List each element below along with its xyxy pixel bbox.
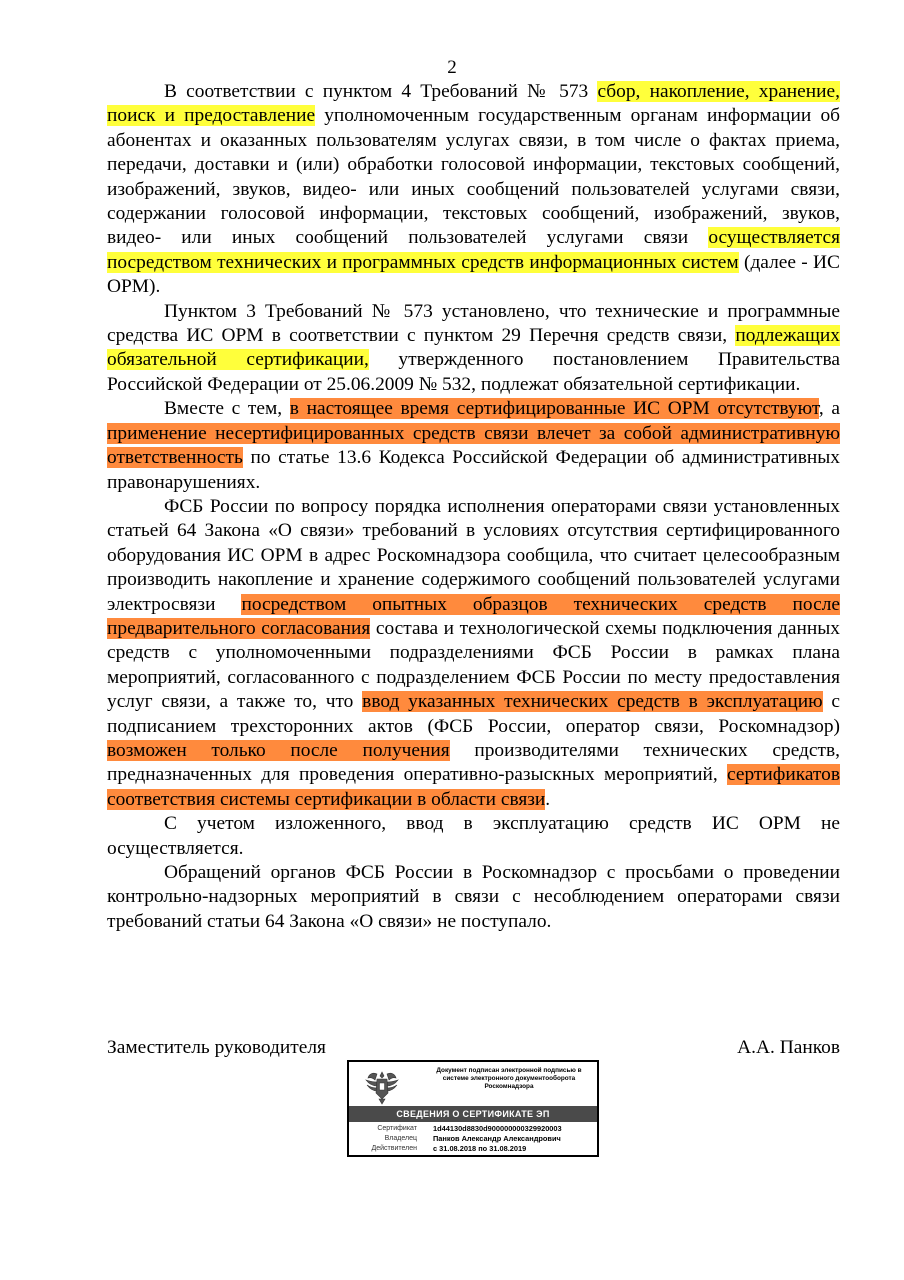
highlighted-text-orange: посредством опытных образцов технических средств после предварительного согласования: [107, 593, 840, 639]
highlighted-text-orange: возможен только после получения: [107, 739, 450, 761]
validity-row: [349, 1144, 597, 1154]
highlighted-text-yellow: сбор, накопление, хранение, поиск и предоставление: [107, 81, 840, 127]
stamp-header: СВЕДЕНИЯ О СЕРТИФИКАТЕ ЭП: [349, 1106, 597, 1122]
highlighted-text-orange: ввод указанных технических средств в эксплуатацию: [362, 691, 823, 713]
highlighted-text-yellow: подлежащих обязательной сертификации,: [107, 325, 840, 371]
paragraph: [107, 495, 840, 812]
text-run: , а: [818, 398, 840, 420]
owner-label: Владелец: [384, 1135, 417, 1142]
text-run: Вместе с тем,: [164, 398, 290, 420]
text-run: ФСБ России по вопросу порядка исполнения операторами связи установленных статьей 64 Закона «О связи» требований в условиях отсутствия сертифицированного оборудования ИС ОРМ в адрес Роскомнадзора сообщила, что считает целесообразным производить накопление и хранение содержимого сообщений пользователей услугами электросвязи: [107, 495, 840, 615]
certificate-label: Сертификат: [377, 1125, 417, 1132]
text-run: производителями технических средств, предназначенных для проведения оперативно-разыскных мероприятий,: [107, 739, 840, 786]
text-run: В соответствии с пунктом 4 Требований № 573: [164, 81, 598, 102]
text-run: с подписанием трехсторонних актов (ФСБ России, оператор связи, Роскомнадзор): [107, 691, 840, 737]
highlighted-text-yellow: осуществляется посредством технических и программных средств информационных систем: [107, 227, 840, 273]
text-run: С учетом изложенного, ввод в эксплуатацию средств ИС ОРМ не осуществляется.: [107, 813, 840, 859]
double-headed-eagle-icon: [363, 1066, 401, 1106]
text-run: .: [545, 788, 551, 810]
text-run: Пунктом 3 Требований № 573 установлено, что технические и программные средства ИС ОРМ в соответствии с пунктом 29 Перечня средств связи,: [107, 300, 840, 347]
highlighted-text-orange: в настоящее время сертифицированные ИС ОРМ отсутствуют: [289, 398, 819, 420]
signatory-name: А.А. Панков: [737, 1037, 840, 1058]
page-number: 2: [447, 57, 457, 78]
letter-body: [107, 80, 840, 934]
certificate-value: 1d44130d8830d900000000329920003: [433, 1124, 562, 1133]
highlighted-text-orange: применение несертифицированных средств связи влечет за собой административную ответственность: [107, 422, 840, 469]
paragraph: [107, 80, 840, 300]
highlighted-text-orange: сертификатов соответствия системы сертификации в области связи: [107, 764, 840, 810]
owner-row: [349, 1134, 597, 1144]
text-run: (далее - ИС ОРМ).: [107, 251, 840, 298]
certificate-row: [349, 1124, 597, 1134]
stamp-note: Документ подписан электронной подписью в системе электронного документооборота Роскомнадзора: [436, 1067, 582, 1090]
validity-value: с 31.08.2018 по 31.08.2019: [433, 1144, 527, 1153]
text-run: состава и технологической схемы подключения данных средств с уполномоченными подразделениями ФСБ России в рамках плана мероприятий, согласованного с подразделением ФСБ России по месту предоставления услуг связи, а также то, что: [107, 617, 840, 713]
certificate-details: [349, 1124, 597, 1154]
paragraph: [107, 812, 840, 861]
text-run: по статье 13.6 Кодекса Российской Федерации об административных правонарушениях.: [107, 447, 840, 493]
electronic-signature-stamp: [347, 1060, 599, 1157]
paragraph: [107, 300, 840, 398]
validity-label: Действителен: [371, 1145, 417, 1152]
paragraph: [107, 397, 840, 495]
text-run: утвержденного постановлением Правительства Российской Федерации от 25.06.2009 № 532, подлежат обязательной сертификации.: [107, 349, 840, 395]
text-run: уполномоченным государственным органам информации об абонентах и оказанных пользователям услугах связи, в том числе о фактах приема, передачи, доставки и (или) обработки голосовой информации, текстовых сообщений, изображений, звуков, видео- или иных сообщений пользователей услугами связи, содержании голосовой информации, текстовых сообщений, изображений, звуков, видео- или иных сообщений пользователей услугами связи: [107, 105, 841, 249]
signatory-position: Заместитель руководителя: [107, 1037, 326, 1058]
text-run: Обращений органов ФСБ России в Роскомнадзор с просьбами о проведении контрольно-надзорных мероприятий в связи с несоблюдением операторами связи требований статьи 64 Закона «О связи» не поступало.: [107, 862, 840, 932]
owner-value: Панков Александр Александрович: [433, 1134, 561, 1143]
paragraph: [107, 861, 840, 934]
